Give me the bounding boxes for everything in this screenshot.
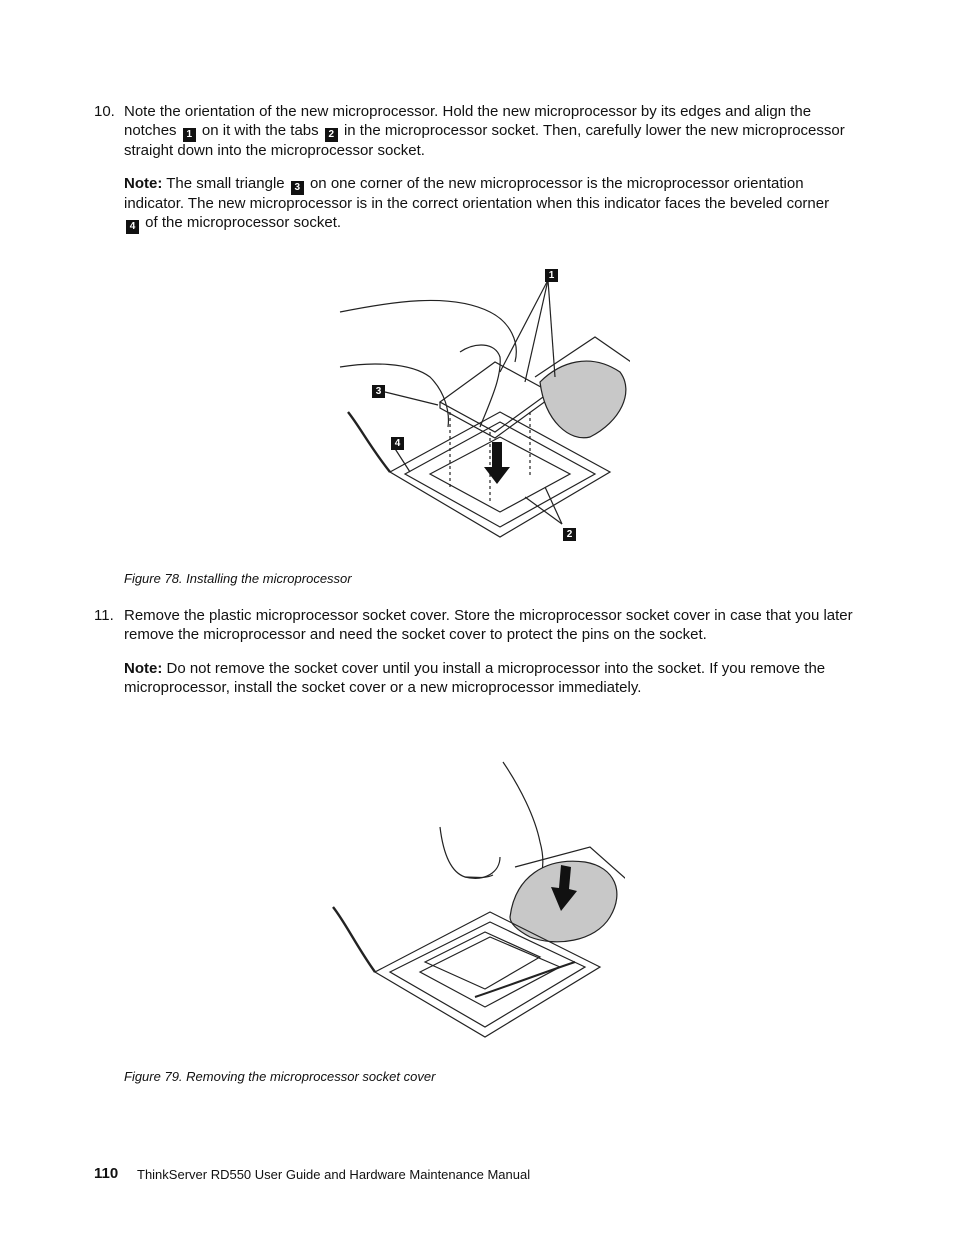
callout-4: 4 (126, 220, 139, 234)
callout-3: 3 (291, 181, 304, 195)
figure-79-caption: Figure 79. Removing the microprocessor socket cover (124, 1069, 436, 1084)
note-socket-cover: Note: Do not remove the socket cover until you install a microprocessor into the socket. If you remove the microprocessor, install the socket cover or a new microprocessor immediately. (124, 660, 826, 696)
figure-callout-3: 3 (372, 385, 385, 398)
step-text: Note the orientation of the new microprocessor. Hold the new microprocessor by its edges and align the notches 1 on it with the tabs 2 in the microprocessor socket. Then, carefully lower the new microprocessor straight down into the microprocessor socket. (124, 103, 845, 159)
microprocessor-install-drawing (330, 262, 630, 552)
socket-cover-removal-drawing (325, 757, 625, 1042)
callout-1: 1 (183, 128, 196, 142)
note-label: Note: (124, 660, 163, 677)
step-10 (94, 103, 854, 160)
step-text: Remove the plastic microprocessor socket cover. Store the microprocessor socket cover in case that you later remove the microprocessor and need the socket cover to protect the pins on the socket. (124, 607, 853, 643)
figure-callout-2: 2 (563, 528, 576, 541)
callout-2: 2 (325, 128, 338, 142)
figure-78-illustration (330, 262, 630, 552)
figure-callout-1: 1 (545, 269, 558, 282)
step-11 (94, 607, 854, 644)
step-number: 11. (94, 607, 114, 624)
figure-callout-4: 4 (391, 437, 404, 450)
step-number: 10. (94, 103, 115, 120)
figure-79-illustration (325, 757, 625, 1042)
note-label: Note: (124, 175, 163, 192)
footer-title: ThinkServer RD550 User Guide and Hardware Maintenance Manual (137, 1167, 531, 1182)
page-number: 110 (94, 1165, 119, 1182)
note-orientation: Note: The small triangle 3 on one corner of the new microprocessor is the microprocessor orientation indicator. The new microprocessor is in the correct orientation when this indicator faces the beveled corner 4 of the microprocessor socket. (124, 175, 830, 232)
figure-78-caption: Figure 78. Installing the microprocessor (124, 571, 352, 586)
